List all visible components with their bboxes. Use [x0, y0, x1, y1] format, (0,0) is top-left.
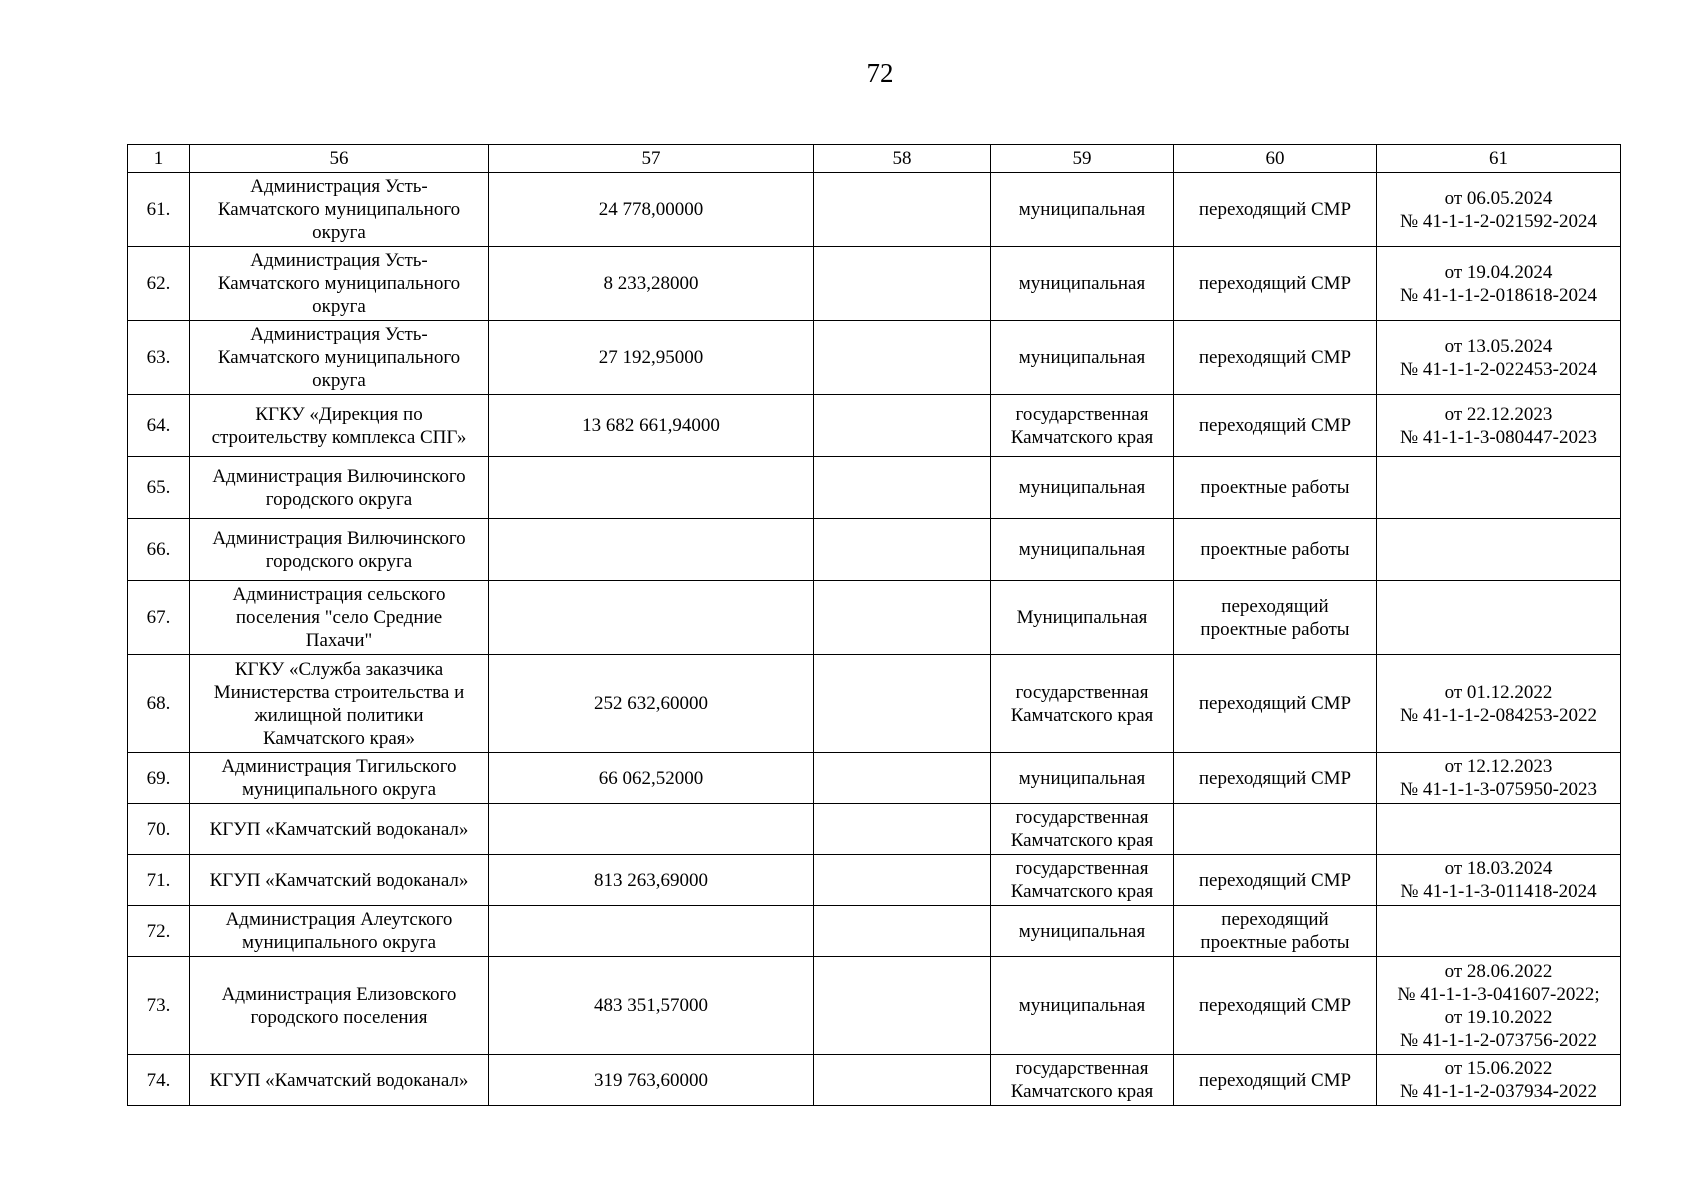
table-row: [128, 1055, 1621, 1106]
organization-cell: КГКУ «Служба заказчика Министерства строительства и жилищной политики Камчатского края»: [190, 655, 489, 753]
amount-cell: 27 192,95000: [489, 321, 814, 395]
row-number: 74.: [128, 1055, 190, 1106]
stage-cell: переходящий проектные работы: [1174, 906, 1377, 957]
ownership-cell: государственная Камчатского края: [991, 804, 1174, 855]
permit-cell: от 28.06.2022 № 41-1-1-3-041607-2022; от 19.10.2022 № 41-1-1-2-073756-2022: [1377, 957, 1621, 1055]
permit-cell: [1377, 906, 1621, 957]
amount-cell: 483 351,57000: [489, 957, 814, 1055]
amount-cell: [489, 804, 814, 855]
row-number: 67.: [128, 581, 190, 655]
row-number: 61.: [128, 173, 190, 247]
row-number: 71.: [128, 855, 190, 906]
permit-cell: от 13.05.2024 № 41-1-1-2-022453-2024: [1377, 321, 1621, 395]
column-58-cell: [814, 173, 991, 247]
column-58-cell: [814, 655, 991, 753]
row-number: 63.: [128, 321, 190, 395]
amount-cell: [489, 519, 814, 581]
table-row: [128, 957, 1621, 1055]
organization-cell: Администрация Вилючинского городского округа: [190, 519, 489, 581]
organization-cell: Администрация Вилючинского городского округа: [190, 457, 489, 519]
table-row: [128, 581, 1621, 655]
organization-cell: КГУП «Камчатский водоканал»: [190, 1055, 489, 1106]
table-row: [128, 906, 1621, 957]
permit-cell: [1377, 804, 1621, 855]
organization-cell: КГУП «Камчатский водоканал»: [190, 804, 489, 855]
stage-cell: [1174, 804, 1377, 855]
stage-cell: переходящий СМР: [1174, 321, 1377, 395]
stage-cell: переходящий СМР: [1174, 655, 1377, 753]
amount-cell: 813 263,69000: [489, 855, 814, 906]
organization-cell: Администрация Усть- Камчатского муниципального округа: [190, 321, 489, 395]
permit-cell: от 01.12.2022 № 41-1-1-2-084253-2022: [1377, 655, 1621, 753]
permit-cell: от 06.05.2024 № 41-1-1-2-021592-2024: [1377, 173, 1621, 247]
table-row: [128, 655, 1621, 753]
column-header: 58: [814, 145, 991, 173]
permit-cell: [1377, 581, 1621, 655]
page-number: 72: [866, 58, 894, 88]
stage-cell: переходящий СМР: [1174, 957, 1377, 1055]
column-58-cell: [814, 247, 991, 321]
column-58-cell: [814, 519, 991, 581]
row-number: 64.: [128, 395, 190, 457]
amount-cell: [489, 457, 814, 519]
column-58-cell: [814, 395, 991, 457]
column-58-cell: [814, 581, 991, 655]
table-row: [128, 753, 1621, 804]
ownership-cell: муниципальная: [991, 457, 1174, 519]
column-58-cell: [814, 957, 991, 1055]
ownership-cell: муниципальная: [991, 753, 1174, 804]
stage-cell: переходящий проектные работы: [1174, 581, 1377, 655]
column-header: 61: [1377, 145, 1621, 173]
ownership-cell: государственная Камчатского края: [991, 855, 1174, 906]
table-row: [128, 173, 1621, 247]
permit-cell: [1377, 519, 1621, 581]
ownership-cell: государственная Камчатского края: [991, 395, 1174, 457]
row-number: 72.: [128, 906, 190, 957]
row-number: 73.: [128, 957, 190, 1055]
column-header: 56: [190, 145, 489, 173]
amount-cell: 24 778,00000: [489, 173, 814, 247]
permit-cell: [1377, 457, 1621, 519]
table-row: [128, 395, 1621, 457]
amount-cell: 319 763,60000: [489, 1055, 814, 1106]
column-header: 1: [128, 145, 190, 173]
table-row: [128, 855, 1621, 906]
ownership-cell: муниципальная: [991, 173, 1174, 247]
column-58-cell: [814, 457, 991, 519]
stage-cell: переходящий СМР: [1174, 247, 1377, 321]
amount-cell: [489, 906, 814, 957]
stage-cell: проектные работы: [1174, 457, 1377, 519]
table-row: [128, 247, 1621, 321]
organization-cell: КГКУ «Дирекция по строительству комплекса СПГ»: [190, 395, 489, 457]
row-number: 69.: [128, 753, 190, 804]
column-header: 57: [489, 145, 814, 173]
row-number: 66.: [128, 519, 190, 581]
organization-cell: Администрация Елизовского городского поселения: [190, 957, 489, 1055]
column-header: 59: [991, 145, 1174, 173]
ownership-cell: государственная Камчатского края: [991, 655, 1174, 753]
organization-cell: Администрация сельского поселения "село Средние Пахачи": [190, 581, 489, 655]
amount-cell: [489, 581, 814, 655]
row-number: 68.: [128, 655, 190, 753]
row-number: 62.: [128, 247, 190, 321]
ownership-cell: муниципальная: [991, 906, 1174, 957]
ownership-cell: муниципальная: [991, 519, 1174, 581]
amount-cell: 8 233,28000: [489, 247, 814, 321]
organization-cell: Администрация Усть- Камчатского муниципального округа: [190, 247, 489, 321]
column-58-cell: [814, 1055, 991, 1106]
organization-cell: КГУП «Камчатский водоканал»: [190, 855, 489, 906]
permit-cell: от 22.12.2023 № 41-1-1-3-080447-2023: [1377, 395, 1621, 457]
ownership-cell: муниципальная: [991, 247, 1174, 321]
permit-cell: от 19.04.2024 № 41-1-1-2-018618-2024: [1377, 247, 1621, 321]
amount-cell: 66 062,52000: [489, 753, 814, 804]
stage-cell: переходящий СМР: [1174, 173, 1377, 247]
table-row: [128, 457, 1621, 519]
stage-cell: переходящий СМР: [1174, 753, 1377, 804]
permit-cell: от 15.06.2022 № 41-1-1-2-037934-2022: [1377, 1055, 1621, 1106]
table-row: [128, 804, 1621, 855]
column-58-cell: [814, 753, 991, 804]
organization-cell: Администрация Усть- Камчатского муниципального округа: [190, 173, 489, 247]
amount-cell: 252 632,60000: [489, 655, 814, 753]
permit-cell: от 12.12.2023 № 41-1-1-3-075950-2023: [1377, 753, 1621, 804]
ownership-cell: муниципальная: [991, 321, 1174, 395]
column-58-cell: [814, 855, 991, 906]
column-58-cell: [814, 321, 991, 395]
stage-cell: переходящий СМР: [1174, 855, 1377, 906]
permit-cell: от 18.03.2024 № 41-1-1-3-011418-2024: [1377, 855, 1621, 906]
organization-cell: Администрация Тигильского муниципального округа: [190, 753, 489, 804]
row-number: 65.: [128, 457, 190, 519]
row-number: 70.: [128, 804, 190, 855]
table-row: [128, 321, 1621, 395]
data-table: [127, 144, 1621, 1106]
ownership-cell: Муниципальная: [991, 581, 1174, 655]
column-header: 60: [1174, 145, 1377, 173]
amount-cell: 13 682 661,94000: [489, 395, 814, 457]
stage-cell: переходящий СМР: [1174, 1055, 1377, 1106]
organization-cell: Администрация Алеутского муниципального округа: [190, 906, 489, 957]
header-row: [128, 145, 1621, 173]
stage-cell: проектные работы: [1174, 519, 1377, 581]
column-58-cell: [814, 804, 991, 855]
table-row: [128, 519, 1621, 581]
stage-cell: переходящий СМР: [1174, 395, 1377, 457]
column-58-cell: [814, 906, 991, 957]
ownership-cell: государственная Камчатского края: [991, 1055, 1174, 1106]
ownership-cell: муниципальная: [991, 957, 1174, 1055]
